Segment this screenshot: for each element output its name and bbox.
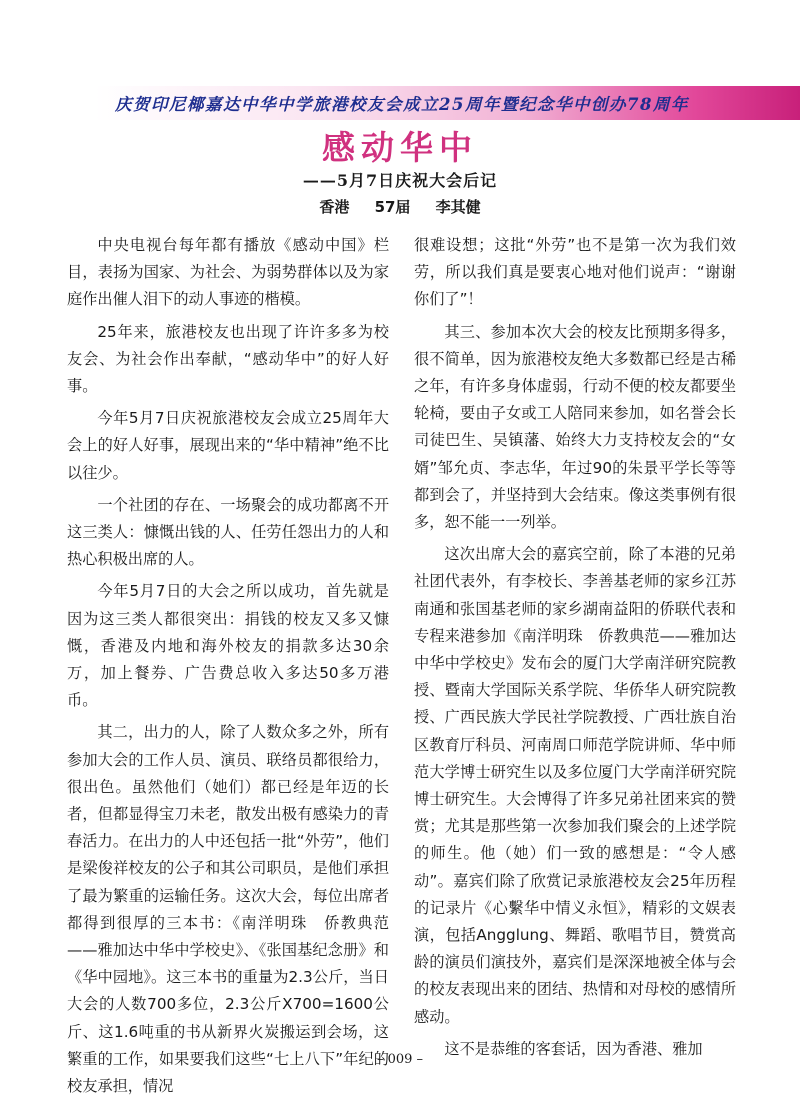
banner-text: 庆贺印尼椰嘉达中华中学旅港校友会成立25周年暨纪念华中创办78周年 [115, 95, 689, 114]
article-subtitle: ——5月7日庆祝大会后记 [302, 171, 498, 190]
byline-author: 李其健 [435, 198, 481, 216]
paragraph: 其二，出力的人，除了人数众多之外，所有参加大会的工作人员、演员、联络员都很给力，很出色。虽然他们（她们）都已经是年迈的长者，但都显得宝刀未老，散发出极有感染力的青春活力。在出力的人中还包括一批“外劳”，他们是梁俊祥校友的公子和其公司职员，是他们承担了最为繁重的运输任务。这次大会，每位出席者都得到很厚的三本书：《南洋明珠 侨教典范——雅加达中华中学校史》、《张国基纪念册》和《华中园地》。这三本书的重量为2.3公斤，当日大会的人数700多位，2.3公斤X700=1600公斤、这1.6吨重的书从新界火炭搬运到会场，这繁重的工作，如果要我们这些“七上八下”年纪的校友承担，情况 [67, 723, 389, 1096]
article-left-column [67, 232, 389, 1105]
byline [0, 196, 800, 217]
paragraph: 其三、参加本次大会的校友比预期多得多，很不简单，因为旅港校友绝大多数都已经是古稀之年，有许多身体虚弱，行动不便的校友都要坐轮椅，要由子女或工人陪同来参加，如名誉会长司徒巴生、吴镇藩、始终大力支持校友会的“女婿”邹允贞、李志华，年过90的朱景平学长等等都到会了，并坚持到大会结束。像这类事例有很多，恕不能一一列举。 [414, 322, 736, 532]
paragraph: 这次出席大会的嘉宾空前，除了本港的兄弟社团代表外，有李校长、李善基老师的家乡江苏南通和张国基老师的家乡湖南益阳的侨联代表和专程来港参加《南洋明珠 侨教典范——雅加达中华中学校史》发布会的厦门大学南洋研究院教授、暨南大学国际关系学院、华侨华人研究院教授、广西民族大学民社学院教授、广西壮族自治区教育厅科员、河南周口师范学院讲师、华中师范大学博士研究生以及多位厦门大学南洋研究院博士研究生。大会博得了许多兄弟社团来宾的赞赏；尤其是那些第一次参加我们聚会的上述学院的师生。他（她）们一致的感想是：“令人感动”。嘉宾们除了欣赏记录旅港校友会25年历程的记录片《心繫华中情义永恒》，精彩的文娱表演，包括Angglung、舞蹈、歌唱节目，赞赏高龄的演员们演技外，嘉宾们是深深地被全体与会的校友表现出来的团结、热情和对母校的感情所感动。 [414, 545, 736, 1026]
paragraph: 中央电视台每年都有播放《感动中国》栏目，表扬为国家、为社会、为弱势群体以及为家庭作出催人泪下的动人事迹的楷模。 [67, 236, 389, 309]
article-right-column [414, 232, 736, 1068]
paragraph: 一个社团的存在、一场聚会的成功都离不开这三类人：慷慨出钱的人、任劳任怨出力的人和热心积极出席的人。 [67, 495, 389, 569]
paragraph: 今年5月7日的大会之所以成功，首先就是因为这三类人都很突出：捐钱的校友又多又慷慨，香港及内地和海外校友的捐款多达30余万，加上餐券、广告费总收入多达50多万港币。 [67, 582, 389, 710]
paragraph-continued: 很难设想；这批“外劳”也不是第一次为我们效劳，所以我们真是要衷心地对他们说声：“谢谢你们了”！ [414, 236, 736, 309]
article-title: 感动华中 [322, 128, 478, 167]
paragraph: 这不是恭维的客套话，因为香港、雅加 [444, 1039, 703, 1058]
byline-location: 香港 [319, 198, 350, 216]
paragraph: 今年5月7日庆祝旅港校友会成立25周年大会上的好人好事，展现出来的“华中精神”绝不比以往少。 [67, 409, 389, 482]
page-number: – 009 – [376, 1052, 424, 1067]
paragraph: 25年来，旅港校友也出现了许许多多为校友会、为社会作出奉献，“感动华中”的好人好事。 [67, 322, 389, 396]
byline-class: 57届 [374, 198, 411, 216]
